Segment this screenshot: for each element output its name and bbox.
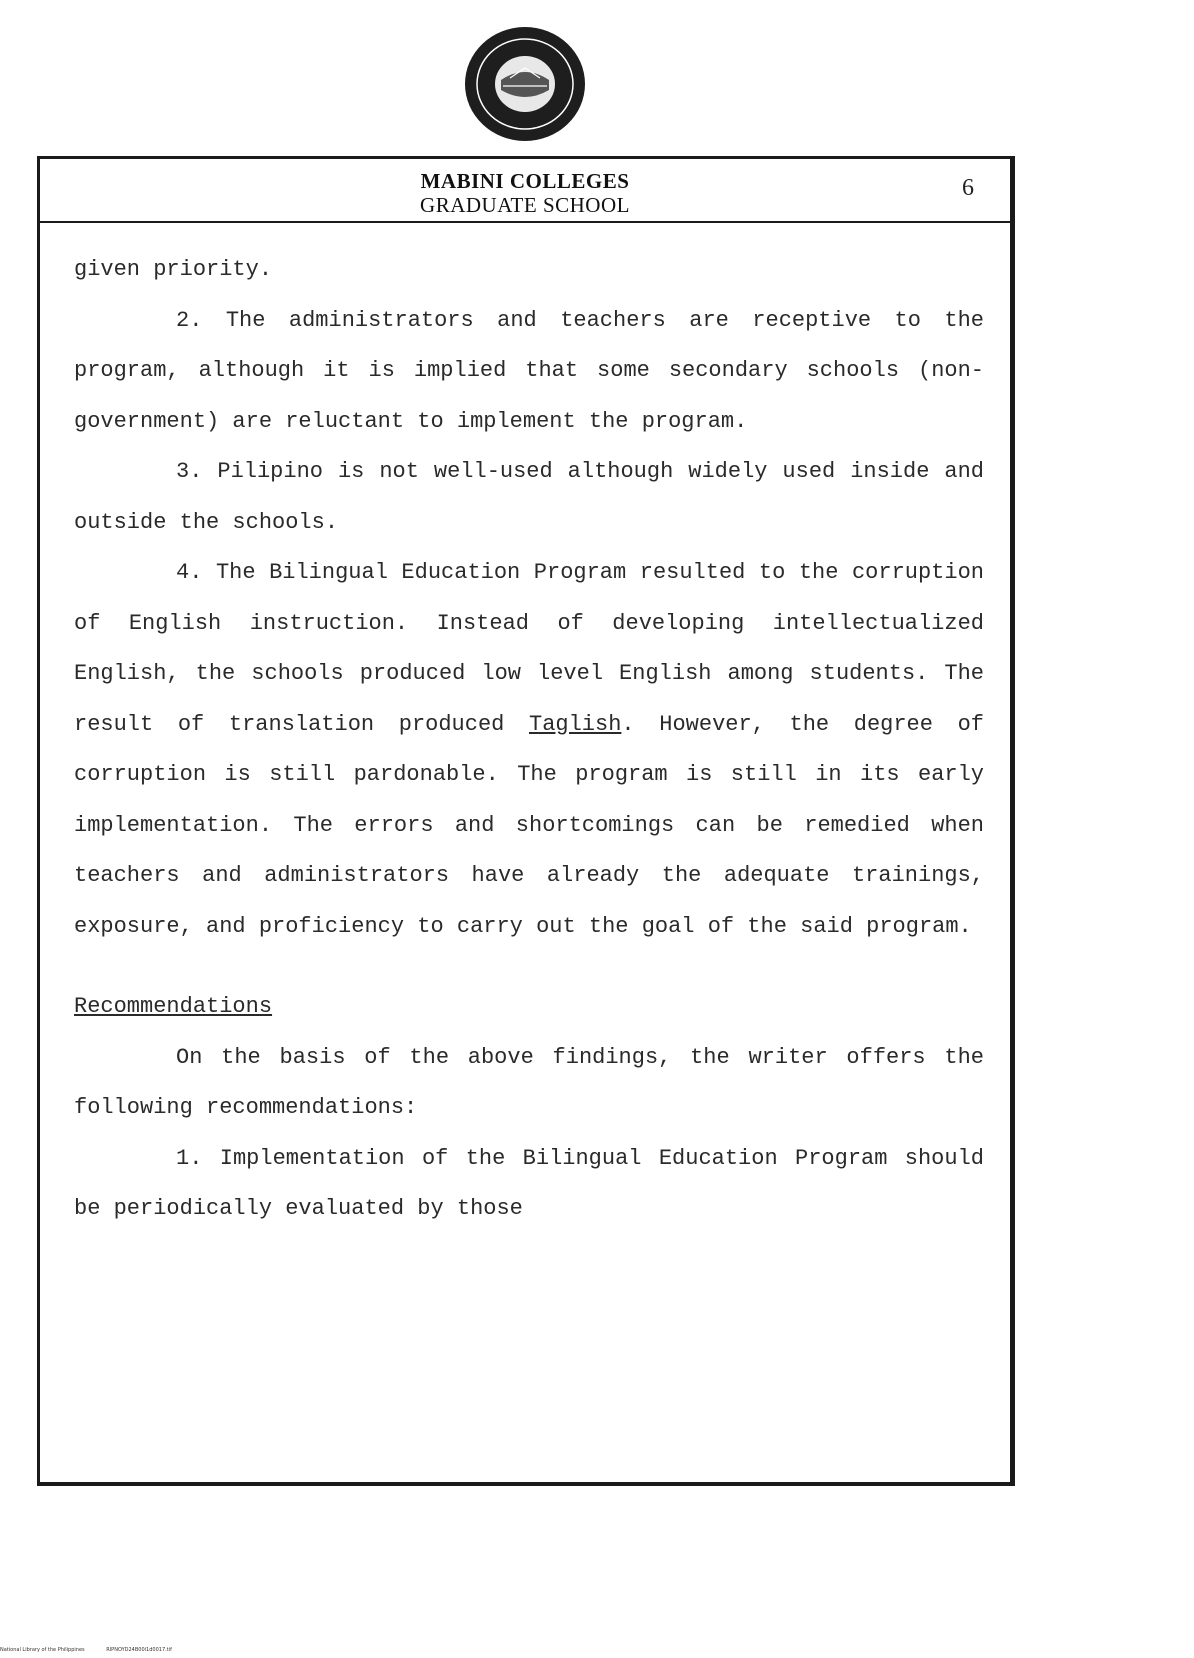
- header-title: [40, 169, 1010, 217]
- institution-name: MABINI COLLEGES: [420, 169, 630, 193]
- file-name: RIPNOYD24B00i1d0017.tif: [106, 1647, 172, 1653]
- page-frame: [37, 156, 1015, 1486]
- page-header: [40, 159, 1010, 223]
- finding-4-text-a: 4. The Bilingual Education Program resulted to the corruption of English instruction. Instead of developing intellectualized English, the schools produced low level English among students. The result of translation produced: [74, 560, 984, 737]
- seal-graphic: [455, 20, 595, 148]
- finding-4-text-b: . However, the degree of corruption is still pardonable. The program is still in its early implementation. The errors and shortcomings can be remedied when teachers and administrators have already the adequate trainings, exposure, and proficiency to carry out the goal of the said program.: [74, 711, 984, 939]
- paragraph-continuation: given priority.: [74, 257, 273, 282]
- college-seal: [455, 20, 595, 148]
- scan-footer: [0, 1647, 192, 1653]
- finding-2: 2. The administrators and teachers are receptive to the program, although it is implied that some secondary schools (non-government) are reluctant to implement the program.: [74, 307, 984, 434]
- section-heading: [74, 982, 984, 1033]
- page-number: 6: [962, 175, 974, 201]
- recommendation-1: 1. Implementation of the Bilingual Education Program should be periodically evaluated by those: [74, 1145, 984, 1221]
- taglish-term: Taglish: [529, 711, 622, 737]
- finding-3: 3. Pilipino is not well-used although widely used inside and outside the schools.: [74, 459, 984, 535]
- body-text: [74, 245, 984, 1235]
- recommendations-intro: On the basis of the above findings, the writer offers the following recommendations:: [74, 1044, 984, 1120]
- library-credit: National Library of the Philippines: [0, 1647, 85, 1653]
- finding-4: [74, 548, 984, 952]
- recommendations-heading: Recommendations: [74, 994, 273, 1019]
- section-gap: [74, 952, 984, 982]
- school-name: GRADUATE SCHOOL: [420, 193, 630, 217]
